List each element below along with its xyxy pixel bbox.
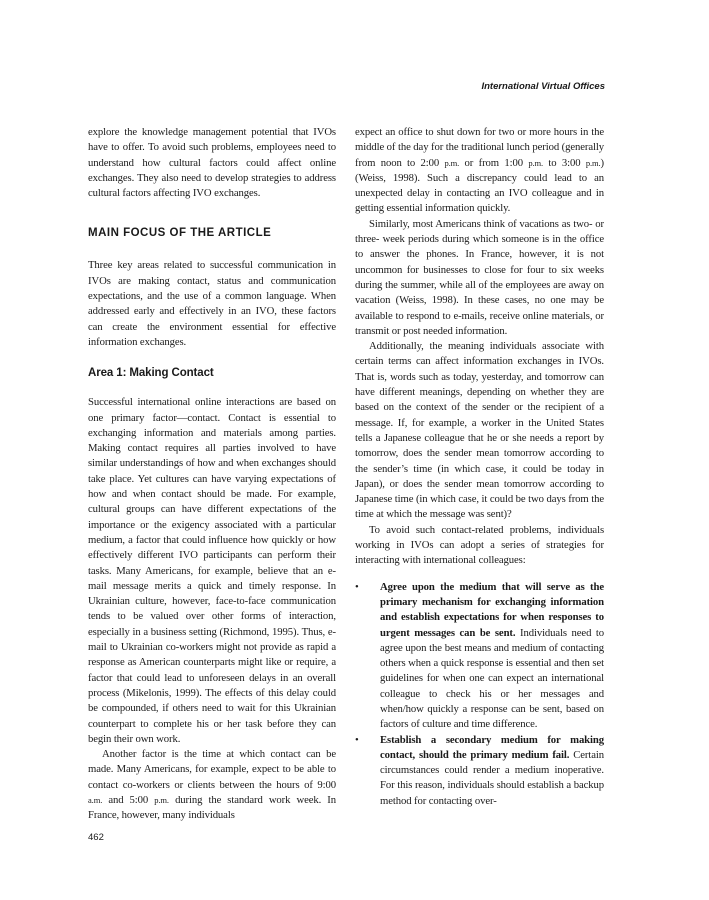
heading-main-focus: MAIN FOCUS OF THE ARTICLE — [88, 227, 272, 240]
paragraph-contact: Successful international online interactions are based on one primary factor—contact. Contact is essential to exchanging information and materials among parties. Making contact requires all parties involved to have similar understandings of how and when exchanges should take place. Yet cultures can have varying expectations of how and when contact should be made. For example, cultural groups can have different expectations of the importance or the exigency associated with a particular medium, a factor that could influence how quickly or how effectively different IVO participants can perform their tasks. Many Americans, for example, believe that an e-mail message merits a quick and timely response. In Ukrainian culture, however, face-to-face communication tends to be valued over other forms of interaction, especially in a business setting (Richmond, 1995). Thus, e-mail to Ukrainian co-workers might not provide as rapid a response as American counterparts might like or require, a factor that could lead to unforeseen delays in an overall process (Mikelonis, 1999). The effects of this delay could be compounded, if others need to wait for this Ukrainian counterpart to complete his or her task before they can begin their own work. — [88, 396, 336, 745]
strategy-list — [355, 580, 604, 809]
paragraph-meaning: Additionally, the meaning individuals associate with certain terms can affect information exchanges in IVOs. That is, words such as today, yesterday, and tomorrow can have different meanings, depending on whether they are based on the context of the sender or the recipient of a message. If, for example, a worker in the United States tells a Japanese colleague that he or she needs a report by tomorrow, does the sender mean tomorrow according to the sender’s time (in which case, it could be today in Japan), or does the sender mean tomorrow according to Japanese time (in which case, it could be two days from the time at which the message was sent)? — [355, 340, 604, 521]
right-column — [355, 125, 604, 809]
text-run: Another factor is the time at which contact can be made. Many Americans, for example, expect to be able to contact co-workers or clients between the hours of 9:00 — [88, 748, 336, 791]
page-number: 462 — [88, 832, 104, 843]
text-run: expect an office to shut down for two or more hours in the middle of the day for the traditional lunch period (generally from noon to 2:00 — [355, 126, 604, 169]
small-caps-pm: p.m. — [585, 157, 601, 168]
running-head: International Virtual Offices — [481, 81, 605, 92]
bullet-heading: Establish a secondary medium for making contact, should the primary medium fail. — [380, 733, 604, 761]
paragraph-continuation — [355, 125, 604, 217]
bullet-heading: Agree upon the medium that will serve as the primary mechanism for exchanging information and establish expectations for when responses to urgent messages can be sent. — [380, 580, 604, 639]
text-run: to 3:00 — [543, 156, 586, 169]
paragraph-avoid: To avoid such contact-related problems, individuals working in IVOs can adopt a series of strategies for interacting with international colleagues: — [355, 523, 604, 567]
list-item — [355, 733, 604, 809]
small-caps-pm: p.m. — [154, 794, 169, 805]
text-run: during the standard work week. In France, however, many individuals — [88, 793, 336, 822]
bullet-text: Certain circumstances could render a medium inoperative. For this reason, individuals should establish a backup method for contacting over- — [380, 748, 604, 807]
paragraph-focus: Three key areas related to successful communication in IVOs are making contact, status and communication expectations, and the use of a common language. When addressed early and effectively in an IVO, these factors can create the environment essential for effective information exchanges. — [88, 259, 336, 348]
small-caps-pm: p.m. — [444, 157, 460, 168]
small-caps-pm: p.m. — [528, 157, 544, 168]
paragraph-intro: explore the knowledge management potential that IVOs have to offer. To avoid such problems, employees need to understand how cultural factors could affect online exchanges. They also need to develop strategies to address cultural factors affecting IVO exchanges. — [88, 126, 336, 200]
text-run: or from 1:00 — [459, 156, 529, 169]
heading-area-1: Area 1: Making Contact — [88, 367, 214, 380]
list-item — [355, 580, 604, 733]
text-run: and 5:00 — [102, 793, 155, 806]
paragraph-time — [88, 747, 336, 823]
paragraph-vacation: Similarly, most Americans think of vacations as two- or three- week periods during which someone is in the office to answer the phones. In France, however, it is not uncommon for businesses to close for four to six weeks during the summer, while all of the employees are away on vacation (Weiss, 1998). In these cases, no one may be available to respond to e-mails, receive online materials, or transmit or post needed information. — [355, 217, 604, 337]
left-column — [88, 125, 336, 824]
bullet-text: Individuals need to agree upon the best means and medium of contacting others when a quick response is essential and then set guidelines for when one can expect an international colleague to check his or her messages and when/how quickly a response can be sent, based on factors of culture and time difference. — [380, 626, 604, 731]
text-run: ) (Weiss, 1998). Such a discrepancy could lead to an unexpected delay in contacting an IVO colleague and in getting essential information quickly. — [355, 156, 604, 215]
small-caps-am: a.m. — [88, 794, 103, 805]
